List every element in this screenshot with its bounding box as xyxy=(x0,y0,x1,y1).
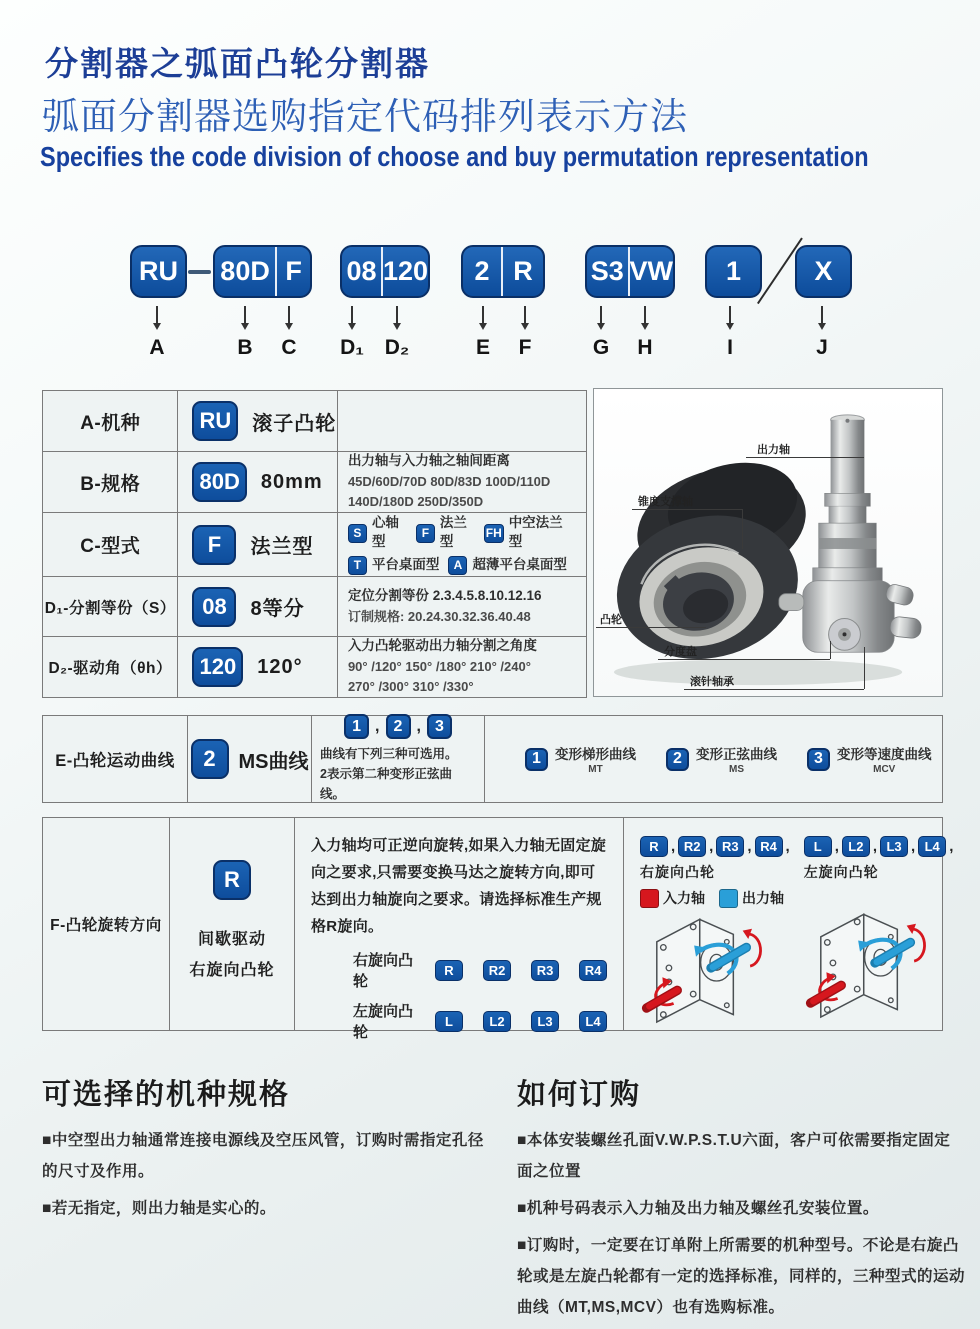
rotation-paragraph: 入力轴均可正逆向旋转,如果入力轴无固定旋向之要求,只需要变换马达之旋转方向,即可达到出力轴旋向之要求。请选择标准生产规格R旋向。 xyxy=(311,837,607,935)
rotation-code-badge: L xyxy=(435,1011,463,1032)
curve-type-name: 变形正弦曲线 xyxy=(696,747,777,762)
type-badge-line xyxy=(348,556,576,575)
comma: , xyxy=(834,838,839,855)
rotation-code-badge: R4 xyxy=(755,836,783,857)
rotation-badge-row xyxy=(353,949,607,991)
spec-code-badge: 120 xyxy=(192,647,243,687)
page-title-zh: 分割器之弧面凸轮分割器 xyxy=(45,45,430,82)
spec-desc-cell xyxy=(337,577,586,636)
spec-desc-lines xyxy=(338,630,586,703)
curve-option-badges xyxy=(320,714,476,739)
photo-label-output-shaft: 出力轴 xyxy=(757,444,790,456)
code-segment: 80D xyxy=(220,256,270,286)
cam-mechanism-illustration xyxy=(594,389,942,696)
legend-item xyxy=(640,888,705,908)
code-letter: G xyxy=(592,336,610,359)
code-letter: D₂ xyxy=(384,336,410,359)
spec-code-cell xyxy=(177,513,336,576)
spec-code-badge: F xyxy=(192,525,236,565)
curve-type-badge: 2 xyxy=(666,748,689,771)
down-arrow xyxy=(351,306,353,323)
curve-row-label: E-凸轮运动曲线 xyxy=(55,752,175,770)
rotation-badge-row xyxy=(353,1000,607,1042)
section-title-order: 如何订购 xyxy=(517,1079,642,1111)
curve-type-item xyxy=(666,743,777,775)
rotation-badge-row-label: 左旋向凸轮 xyxy=(353,1003,414,1041)
down-arrow xyxy=(482,306,484,323)
spec-row-D1 xyxy=(43,576,586,636)
code-letter: B xyxy=(237,336,253,359)
spec-code-cell xyxy=(177,637,336,697)
spec-code-badge: RU xyxy=(192,401,238,441)
spec-label-A: A-机种 xyxy=(80,412,141,434)
code-letter: D₁ xyxy=(340,336,364,359)
rotation-code-badge: L xyxy=(804,836,832,857)
code-block xyxy=(795,245,852,298)
spec-code-value: 法兰型 xyxy=(250,536,314,558)
curve-type-badge: 1 xyxy=(525,748,548,771)
curve-option-badge: 2 xyxy=(386,714,411,739)
code-letter: F xyxy=(518,336,532,359)
spec-desc-cell xyxy=(337,513,586,576)
comma: , xyxy=(375,717,380,735)
spec-desc-line: 订制规格: 20.24.30.32.36.40.48 xyxy=(347,608,531,624)
spec-desc-cell xyxy=(337,391,586,451)
curve-type-abbr: MCV xyxy=(873,764,896,775)
rotation-code-badge: L2 xyxy=(483,1011,511,1032)
spec-notes xyxy=(42,1125,492,1230)
legend-item xyxy=(719,888,784,908)
spec-desc-line: 出力轴与入力轴之轴间距离 xyxy=(347,453,510,469)
code-letter: J xyxy=(816,336,828,359)
curve-option-badge: 1 xyxy=(344,714,369,739)
legend-swatch xyxy=(719,889,738,908)
spec-row-D2 xyxy=(43,636,586,697)
code-segment: 08 xyxy=(346,256,377,286)
spec-desc-line: 入力凸轮驱动出力轴分割之角度 xyxy=(347,638,537,654)
spec-code-value: 滚子凸轮 xyxy=(252,412,337,435)
leader-line xyxy=(830,641,831,659)
comma: , xyxy=(747,838,752,855)
type-code-badge: F xyxy=(416,524,435,543)
spec-desc-cell xyxy=(337,637,586,697)
curve-type-text xyxy=(696,743,777,775)
spec-desc-cell xyxy=(337,452,586,512)
leader-line xyxy=(684,689,864,690)
curve-type-text xyxy=(555,743,636,775)
spec-code-cell xyxy=(177,391,336,451)
down-arrow xyxy=(396,306,398,323)
note-bullet: ■中空型出力轴通常连接电源线及空压风管，订购时需指定孔径的尺寸及作用。 xyxy=(42,1132,484,1180)
curve-type-list xyxy=(484,716,942,802)
curve-type-name: 变形等速度曲线 xyxy=(837,747,932,762)
order-notes xyxy=(517,1125,965,1329)
code-segment: 1 xyxy=(725,256,742,286)
curve-code-value: MS曲线 xyxy=(238,750,309,773)
down-arrow xyxy=(644,306,646,323)
code-block xyxy=(340,245,430,298)
curve-type-abbr: MT xyxy=(588,764,603,775)
spec-code-badge: 08 xyxy=(192,587,236,627)
rotation-code-badge: L2 xyxy=(842,836,870,857)
spec-label-D1: D₁-分割等份（S） xyxy=(44,599,176,617)
spec-label-D2: D₂-驱动角（θh） xyxy=(48,660,173,677)
rotation-code-badge: R3 xyxy=(531,960,559,981)
code-segment: S3 xyxy=(590,256,624,286)
spec-desc-line: 90° /120° 150° /180° 210° /240° xyxy=(347,659,531,675)
curve-note-1: 曲线有下列三种可选用。 xyxy=(320,747,458,761)
spec-row-C xyxy=(43,512,586,576)
leader-line xyxy=(742,509,743,549)
rotation-table xyxy=(42,817,954,1041)
rotation-code-badge: L3 xyxy=(880,836,908,857)
curve-note-2: 2表示第二种变形正弦曲线。 xyxy=(320,767,452,801)
curve-option-badge: 3 xyxy=(427,714,452,739)
rotation-group xyxy=(804,836,954,1030)
type-code-badge: T xyxy=(348,556,367,575)
gearbox-diagram xyxy=(640,908,790,1031)
code-letter: H xyxy=(637,336,653,359)
code-segment: R xyxy=(501,247,543,296)
spec-label-C: C-型式 xyxy=(80,536,141,557)
code-block xyxy=(461,245,545,298)
down-arrow xyxy=(288,306,290,323)
leader-line xyxy=(632,509,742,510)
curve-type-text xyxy=(837,743,932,775)
code-letter: E xyxy=(475,336,490,359)
spec-code-value: 80mm xyxy=(260,470,323,493)
rotation-code-badge: R2 xyxy=(678,836,706,857)
type-name: 法兰型 xyxy=(439,515,467,549)
code-segment: F xyxy=(275,247,310,296)
down-arrow xyxy=(600,306,602,323)
rotation-code-badge: L4 xyxy=(918,836,946,857)
type-name: 平台桌面型 xyxy=(371,556,440,572)
code-segment: X xyxy=(814,256,833,286)
photo-label-index-plate: 分度盘 xyxy=(664,646,697,658)
code-block xyxy=(130,245,187,298)
code-letter: A xyxy=(149,336,165,359)
photo-label-needle-bearing: 滚针轴承 xyxy=(690,676,734,688)
rotation-group-label: 右旋向凸轮 xyxy=(640,864,715,880)
rotation-direction-panel xyxy=(624,818,954,1030)
code-segment: RU xyxy=(139,256,178,286)
code-segment: 2 xyxy=(474,256,490,286)
note-bullet: ■订购时，一定要在订单附上所需要的机种型号。不论是右旋凸轮或是左旋凸轮都有一定的选择标准，同样的，三种型式的运动曲线（MT,MS,MCV）也有选购标准。 xyxy=(517,1237,966,1316)
type-badge-lines xyxy=(338,504,586,585)
rotation-code-badge: R2 xyxy=(483,960,511,981)
spec-desc-lines xyxy=(338,580,586,633)
type-code-badge: FH xyxy=(484,524,504,543)
rotation-group-badges xyxy=(804,836,954,857)
spec-desc-line: 定位分割等份 2.3.4.5.8.10.12.16 xyxy=(347,587,542,603)
code-block xyxy=(705,245,762,298)
photo-label-taper-support: 锥度支撑轴 xyxy=(638,496,693,508)
spec-desc-line: 270° /300° 310° /330° xyxy=(347,679,474,695)
photo-label-cam: 凸轮 xyxy=(600,614,622,626)
spec-desc-line: 45D/60D/70D 80D/83D 100D/110D xyxy=(347,474,551,490)
rotation-code-badge: R xyxy=(435,960,463,981)
rotation-group-label: 左旋向凸轮 xyxy=(803,864,879,880)
rotation-group-badges xyxy=(640,836,790,857)
rotation-value-line1: 间歇驱动 xyxy=(197,931,266,948)
leader-line xyxy=(596,627,706,628)
rotation-code-badge: R4 xyxy=(579,960,607,981)
spec-code-cell xyxy=(177,452,336,512)
rotation-code-badge: R xyxy=(640,836,668,857)
curve-table xyxy=(42,715,943,803)
note-bullet: ■本体安装螺丝孔面V.W.P.S.T.U六面，客户可依需要指定固定面之位置 xyxy=(517,1132,951,1180)
code-dash-separator xyxy=(188,270,211,274)
rotation-code-badge: L4 xyxy=(579,1011,607,1032)
gearbox-diagram xyxy=(804,903,954,1026)
spec-code-value: 120° xyxy=(257,655,303,678)
curve-code-badge: 2 xyxy=(191,739,229,779)
rotation-badge-row-label: 右旋向凸轮 xyxy=(353,952,414,990)
spec-row-A xyxy=(43,391,586,451)
spec-desc-line: 140D/180D 250D/350D xyxy=(347,494,484,510)
code-block xyxy=(585,245,675,298)
code-block xyxy=(213,245,312,298)
legend-label: 出力轴 xyxy=(742,890,784,906)
rotation-row-label: F-凸轮旋转方向 xyxy=(50,917,162,934)
leader-line xyxy=(864,647,865,689)
spec-row-B xyxy=(43,451,586,512)
spec-label-B: B-规格 xyxy=(80,473,141,495)
spec-code-cell xyxy=(177,577,336,636)
comma: , xyxy=(949,838,954,855)
comma: , xyxy=(416,717,421,735)
code-segment: VW xyxy=(628,247,674,296)
page-subtitle-zh: 弧面分割器选购指定代码排列表示方法 xyxy=(42,96,688,137)
type-code-badge: S xyxy=(348,524,367,543)
down-arrow xyxy=(244,306,246,323)
product-photo xyxy=(593,388,943,697)
type-code-badge: A xyxy=(448,556,467,575)
rotation-code-badge: R xyxy=(213,860,251,900)
code-letter: C xyxy=(281,336,297,359)
rotation-value-line2: 右旋向凸轮 xyxy=(189,962,275,979)
type-name: 中空法兰型 xyxy=(508,515,563,549)
down-arrow xyxy=(524,306,526,323)
comma: , xyxy=(785,838,790,855)
legend-swatch xyxy=(640,889,659,908)
down-arrow xyxy=(729,306,731,323)
comma: , xyxy=(709,838,714,855)
curve-type-name: 变形梯形曲线 xyxy=(555,747,636,762)
down-arrow xyxy=(821,306,823,323)
note-bullet: ■若无指定，则出力轴是实心的。 xyxy=(42,1200,276,1217)
curve-type-item xyxy=(525,743,636,775)
rotation-group xyxy=(640,836,790,1030)
down-arrow xyxy=(156,306,158,323)
shaft-legend xyxy=(640,888,790,908)
note-bullet: ■机种号码表示入力轴及出力轴及螺丝孔安装位置。 xyxy=(517,1200,879,1217)
page-title-en: Specifies the code division of choose and buy permutation representation xyxy=(40,141,869,172)
spec-code-value: 8等分 xyxy=(250,598,305,620)
type-badge-line xyxy=(348,514,576,552)
curve-type-item xyxy=(807,743,932,775)
code-segment: 120 xyxy=(381,247,428,296)
rotation-code-badge: L3 xyxy=(531,1011,559,1032)
comma: , xyxy=(872,838,878,855)
leader-line xyxy=(658,659,830,660)
spec-code-badge: 80D xyxy=(192,462,246,502)
section-title-specs: 可选择的机种规格 xyxy=(42,1079,291,1111)
rotation-code-badge: R3 xyxy=(716,836,744,857)
code-letter: I xyxy=(727,336,733,359)
type-name: 超薄平台桌面型 xyxy=(472,556,567,572)
comma: , xyxy=(671,838,676,855)
legend-label: 入力轴 xyxy=(663,890,705,906)
leader-line xyxy=(746,457,864,458)
type-name: 心轴型 xyxy=(371,515,399,549)
rotation-badge-rows xyxy=(311,949,607,1042)
curve-type-badge: 3 xyxy=(807,748,830,771)
comma: , xyxy=(911,838,916,855)
spec-table xyxy=(42,390,587,698)
curve-type-abbr: MS xyxy=(729,764,744,775)
